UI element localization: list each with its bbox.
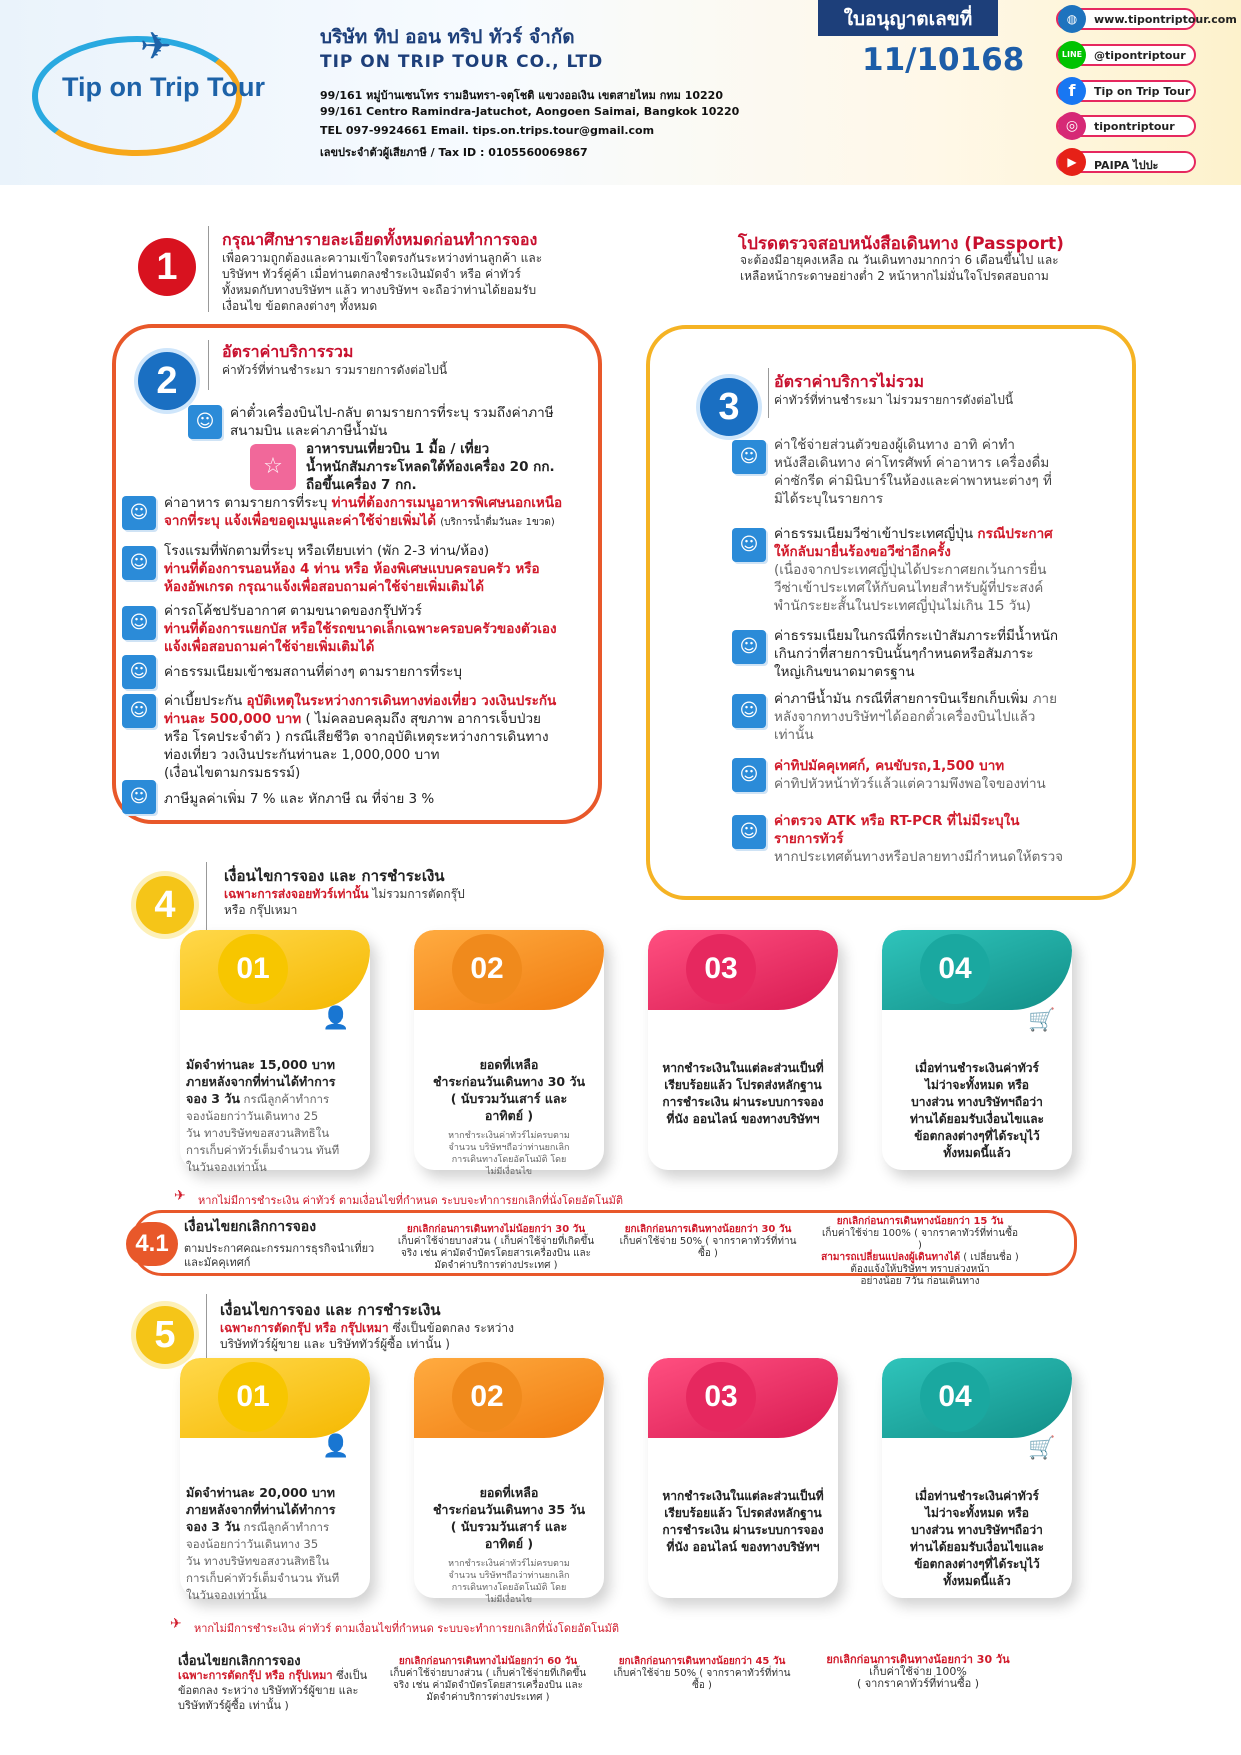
company-name-en: TIP ON TRIP TOUR CO., LTD	[320, 52, 604, 72]
section-4-number: 4	[136, 876, 194, 934]
card-number: 03	[686, 934, 756, 1004]
divider	[768, 368, 769, 418]
section-4-1-number: 4.1	[126, 1222, 178, 1266]
license-label: ใบอนุญาตเลขที่	[818, 0, 998, 36]
person-icon: ☺	[122, 546, 156, 580]
section-5-subtitle: เฉพาะการตัดกรุ๊ป หรือ กรุ๊ปเหมา ซึ่งเป็นข้อตกลง ระหว่าง บริษัททัวร์ผู้ขาย และ บริษัททัวร์ผู้ซื้อ เท่านั้น )	[220, 1321, 515, 1351]
card-03-text: หากชำระเงินในแต่ละส่วนเป็นที่ เรียบร้อยแล้ว โปรดส่งหลักฐาน การชำระเงิน ผ่านระบบการจอง ที่นัง ออนไลน์ ของทางบริษัทฯ	[662, 1061, 824, 1126]
section-5-note: หากไม่มีการชำระเงิน ค่าทัวร์ ตามเงื่อนไขที่กำหนด ระบบจะทำการยกเลิกที่นั่งโดยอัตโนมัติ	[194, 1622, 620, 1635]
social-line[interactable]: @tipontriptour	[1056, 44, 1196, 66]
social-instagram[interactable]: tipontriptour	[1056, 115, 1196, 137]
divider	[206, 862, 207, 936]
person-icon: ☺	[732, 694, 766, 728]
section-3-number: 3	[700, 378, 758, 436]
person-icon: ☺	[122, 655, 156, 689]
section-4-note: หากไม่มีการชำระเงิน ค่าทัวร์ ตามเงื่อนไขที่กำหนด ระบบจะทำการยกเลิกที่นั่งโดยอัตโนมัติ	[198, 1194, 624, 1207]
airplane-icon: ✈	[174, 1188, 186, 1204]
passport-body: จะต้องมีอายุคงเหลือ ณ วันเดินทางมากกว่า 6 เดือนขึ้นไป และ เหลือหน้ากระดาษอย่างต่ำ 2 หน้าหากไม่มั่นใจโปรดสอบถาม	[740, 253, 1059, 283]
person-icon: ☺	[122, 606, 156, 640]
card-01-text: มัดจำท่านละ 20,000 บาท ภายหลังจากที่ท่านได้ทำการ จอง 3 วัน กรณีลูกค้าทำการ จองน้อยกว่าวันเดินทาง 35 วัน ทางบริษัทขอสงวนสิทธิใน การเก็บค่าทัวร์เต็มจำนวน ทันที ในวันจองเท่านั้น	[186, 1485, 340, 1602]
social-youtube[interactable]: PAIPA ไปปะ	[1056, 151, 1196, 173]
card-04-text: เมื่อท่านชำระเงินค่าทัวร์ ไม่ว่าจะทั้งหมด หรือ บางส่วน ทางบริษัทฯถือว่า ท่านได้ยอมรับเงื่อนไขและ ข้อตกลงต่างๆที่ได้ระบุไว้ ทั้งหมดนี้แล้ว	[909, 1061, 1045, 1160]
divider	[208, 226, 209, 312]
excluded-item-fuel: ค่าภาษีน้ำมัน กรณีที่สายการบินเรียกเก็บเพิ่ม ภาย หลังจากทางบริษัทฯได้ออกตั๋วเครื่องบินไปแล้ว เท่านั้น	[774, 691, 1057, 743]
excluded-item-tips: ค่าทิปมัคคุเทศก์, คนขับรถ,1,500 บาท ค่าทิปหัวหน้าทัวร์แล้วแต่ความพึงพอใจของท่าน	[774, 758, 1046, 792]
card-04-text: เมื่อท่านชำระเงินค่าทัวร์ ไม่ว่าจะทั้งหมด หรือ บางส่วน ทางบริษัทฯถือว่า ท่านได้ยอมรับเงื่อนไขและ ข้อตกลงต่างๆที่ได้ระบุไว้ ทั้งหมดนี้แล้ว	[909, 1489, 1045, 1588]
card-number: 02	[452, 934, 522, 1004]
cancel-tier-2: ยกเลิกก่อนการเดินทางน้อยกว่า 30 วัน เก็บค่าใช้จ่าย 50% ( จากราคาทัวร์ที่ท่านซื้อ )	[619, 1224, 797, 1259]
address-en: 99/161 Centro Ramindra-Jatuchot, Aongoen Saimai, Bangkok 10220	[320, 105, 740, 118]
person-icon: ☺	[122, 694, 156, 728]
card-number: 04	[920, 934, 990, 1004]
person-icon: ☺	[732, 528, 766, 562]
section-5-cancel-subtitle: เฉพาะการตัดกรุ๊ป หรือ กรุ๊ปเหมา ซึ่งเป็น ข้อตกลง ระหว่าง บริษัททัวร์ผู้ขาย และ บริษัททัวร์ผู้ซื้อ เท่านั้น )	[178, 1669, 368, 1712]
company-name-th: บริษัท ทิป ออน ทริป ทัวร์ จำกัด	[320, 26, 575, 48]
card-number: 03	[686, 1362, 756, 1432]
excluded-item-visa: ค่าธรรมเนียมวีซ่าเข้าประเทศญี่ปุ่น กรณีประกาศ ให้กลับมายื่นร้องขอวีซ่าอีกครั้ง (เนื่องจากประเทศญี่ปุ่นได้ประกาศยกเว้นการยื่น วีซ่าเข้าประเทศให้กับคนไทยสำหรับผู้ที่ประสงค์ พำนักระยะสั้นในประเทศญี่ปุ่นไม่เกิน 15 วัน)	[774, 526, 1053, 614]
baggage-allowance: อาหารบนเที่ยวบิน 1 มื้อ / เที่ยว น้ำหนักสัมภาระโหลดใต้ท้องเครื่อง 20 กก. ถือขึ้นเครื่อง 7 กก.	[306, 441, 555, 493]
included-item-coach: ค่ารถโค้ชปรับอากาศ ตามขนาดของกรุ๊ปทัวร์ ท่านที่ต้องการแยกบัส หรือใช้รถขนาดเล็กเฉพาะครอบครัวของตัวเอง แจ้งเพื่อสอบถามค่าใช้จ่ายเพิ่มเติมได้	[164, 603, 557, 655]
included-item-insurance: ค่าเบี้ยประกัน อุบัติเหตุในระหว่างการเดินทางท่องเที่ยว วงเงินประกัน ท่านละ 500,000 บาท ( ไม่คลอบคลุมถึง สุขภาพ อาการเจ็บป่วย หรือ โรคประจำตัว ) กรณีเสียชีวิต จากอุบัติเหตุระหว่างการเดินทาง ท่องเที่ยว วงเงินประกันท่านละ 1,000,000 บาท (เงื่อนไขตามกรมธรรม์)	[164, 693, 557, 781]
cancel-tier-2: ยกเลิกก่อนการเดินทางน้อยกว่า 45 วัน เก็บค่าใช้จ่าย 50% ( จากราคาทัวร์ที่ท่านซื้อ )	[613, 1656, 791, 1691]
cart-icon: 🛒	[1028, 1008, 1056, 1033]
person-icon: 👤	[322, 1006, 350, 1031]
line-icon: LINE	[1058, 41, 1086, 69]
section-4-1-title: เงื่อนไขยกเลิกการจอง	[184, 1219, 317, 1235]
section-1-title: กรุณาศึกษารายละเอียดทั้งหมดก่อนทำการจอง	[222, 230, 538, 249]
section-4-1-subtitle: ตามประกาศคณะกรรมการธุรกิจนำเที่ยว และมัคคุเทศก์	[184, 1242, 375, 1269]
airplane-icon: ✈	[170, 1616, 182, 1632]
excluded-item-atk: ค่าตรวจ ATK หรือ RT-PCR ที่ไม่มีระบุใน รายการทัวร์ หากประเทศต้นทางหรือปลายทางมีกำหนดให้ตรวจ	[774, 813, 1064, 865]
card-number: 01	[218, 1362, 288, 1432]
facebook-icon: f	[1058, 77, 1086, 105]
instagram-icon: ◎	[1058, 112, 1086, 140]
card-number: 04	[920, 1362, 990, 1432]
globe-icon: ◍	[1058, 5, 1086, 33]
section-5-cancel-title: เงื่อนไขยกเลิกการจอง	[178, 1654, 301, 1669]
cancel-tier-1: ยกเลิกก่อนการเดินทางไม่น้อยกว่า 30 วัน เก็บค่าใช้จ่ายบางส่วน ( เก็บค่าใช้จ่ายที่เกิดขึ้น จริง เช่น ค่ามัดจำบัตรโดยสารเครื่องบิน และ มัดจำค่าบริการต่างประเทศ )	[397, 1224, 595, 1271]
included-item-admission: ค่าธรรมเนียมเข้าชมสถานที่ต่างๆ ตามรายการที่ระบุ	[164, 664, 462, 680]
person-icon: ☺	[122, 780, 156, 814]
person-icon: ☺	[188, 405, 222, 439]
cancel-tier-3: ยกเลิกก่อนการเดินทางน้อยกว่า 30 วัน เก็บค่าใช้จ่าย 100% ( จากราคาทัวร์ที่ท่านซื้อ )	[826, 1653, 1010, 1690]
card-number: 01	[218, 934, 288, 1004]
section-4-title: เงื่อนไขการจอง และ การชำระเงิน	[224, 867, 445, 885]
person-icon: ☺	[122, 496, 156, 530]
section-2-number: 2	[138, 352, 196, 410]
social-website[interactable]: www.tipontriptour.com	[1056, 8, 1196, 30]
card-number: 02	[452, 1362, 522, 1432]
passport-title: โปรดตรวจสอบหนังสือเดินทาง (Passport)	[738, 234, 1064, 254]
cancel-tier-3: ยกเลิกก่อนการเดินทางน้อยกว่า 15 วัน เก็บค่าใช้จ่าย 100% ( จากราคาทัวร์ที่ท่านซื้อ ) สามารถเปลี่ยนแปลงผู้เดินทางได้ ( เปลี่ยนชื่อ ) ต้องแจ้งให้บริษัทฯ ทราบล่วงหน้า อย่างน้อย 7วัน ก่อนเดินทาง	[821, 1216, 1019, 1287]
section-2-subtitle: ค่าทัวร์ที่ท่านชำระมา รวมรายการดังต่อไปนี้	[222, 363, 448, 377]
card-02-text: ยอดที่เหลือ ชำระก่อนวันเดินทาง 30 วัน ( นับรวมวันเสาร์ และ อาทิตย์ ) หากชำระเงินค่าทัวร์ไม่ครบตาม จำนวน บริษัทฯถือว่าท่านยกเลิก การเดินทางโดยอัตโนมัติ โดย ไม่มีเงื่อนไข	[432, 1057, 586, 1177]
section-4-subtitle: เฉพาะการส่งจอยทัวร์เท่านั้น ไม่รวมการตัดกรุ๊ป หรือ กรุ๊ปเหมา	[224, 887, 465, 917]
section-5-number: 5	[136, 1306, 194, 1364]
address-th: 99/161 หมู่บ้านเซนโทร รามอินทรา-จตุโชติ แขวงออเงิน เขตสายไหม กทม 10220	[320, 89, 723, 102]
person-icon: ☺	[732, 758, 766, 792]
logo: Tip on Trip Tour	[62, 72, 265, 102]
section-2-title: อัตราค่าบริการรวม	[222, 342, 354, 361]
youtube-icon: ▶	[1058, 148, 1086, 176]
excluded-item-personal: ค่าใช้จ่ายส่วนตัวของผู้เดินทาง อาทิ ค่าทำ หนังสือเดินทาง ค่าโทรศัพท์ ค่าอาหาร เครื่องดื่ม ค่าซักรีด ค่ามินิบาร์ในห้องและค่าพาหนะต่างๆ ที่ มิได้ระบุในรายการ	[774, 437, 1052, 507]
divider	[206, 1294, 207, 1360]
social-facebook[interactable]: Tip on Trip Tour	[1056, 80, 1196, 102]
cart-icon: 🛒	[1028, 1436, 1056, 1461]
person-icon: ☺	[732, 630, 766, 664]
divider	[208, 340, 209, 390]
luggage-icon: ☆	[250, 444, 296, 490]
included-item-meals: ค่าอาหาร ตามรายการที่ระบุ ท่านที่ต้องการเมนูอาหารพิเศษนอกเหนือ จากที่ระบุ แจ้งเพื่อขอดูเมนูและค่าใช้จ่ายเพิ่มได้ (บริการน้ำดื่มวันละ 1ขวด)	[164, 495, 563, 529]
person-icon: ☺	[732, 815, 766, 849]
contact-line: TEL 097-9924661 Email. tips.on.trips.tour@gmail.com	[320, 124, 655, 137]
section-5-title: เงื่อนไขการจอง และ การชำระเงิน	[220, 1301, 441, 1319]
section-1-body: เพื่อความถูกต้องและความเข้าใจตรงกันระหว่างท่านลูกค้า และ บริษัทฯ ทัวร์คู่ค้า เมื่อท่านตกลงชำระเงินมัดจำ หรือ ค่าทัวร์ ทั้งหมดกับทางบริษัทฯ แล้ว ทางบริษัทฯ จะถือว่าท่านได้ยอมรับ เงื่อนไข ข้อตกลงต่างๆ ทั้งหมด	[222, 251, 543, 313]
section-3-title: อัตราค่าบริการไม่รวม	[774, 372, 924, 391]
card-01-text: มัดจำท่านละ 15,000 บาท ภายหลังจากที่ท่านได้ทำการ จอง 3 วัน กรณีลูกค้าทำการ จองน้อยกว่าวันเดินทาง 25 วัน ทางบริษัทขอสงวนสิทธิใน การเก็บค่าทัวร์เต็มจำนวน ทันที ในวันจองเท่านั้น	[186, 1057, 340, 1174]
license-number: 11/10168	[862, 42, 1025, 78]
section-1-number: 1	[138, 238, 196, 296]
person-icon: ☺	[732, 440, 766, 474]
card-02-text: ยอดที่เหลือ ชำระก่อนวันเดินทาง 35 วัน ( นับรวมวันเสาร์ และ อาทิตย์ ) หากชำระเงินค่าทัวร์ไม่ครบตาม จำนวน บริษัทฯถือว่าท่านยกเลิก การเดินทางโดยอัตโนมัติ โดย ไม่มีเงื่อนไข	[432, 1485, 586, 1605]
included-item-flight: ค่าตั๋วเครื่องบินไป-กลับ ตามรายการที่ระบุ รวมถึงค่าภาษี สนามบิน และค่าภาษีน้ำมัน	[230, 405, 554, 439]
cancel-tier-1: ยกเลิกก่อนการเดินทางไม่น้อยกว่า 60 วัน เก็บค่าใช้จ่ายบางส่วน ( เก็บค่าใช้จ่ายที่เกิดขึ้น จริง เช่น ค่ามัดจำบัตรโดยสารเครื่องบิน และ มัดจำค่าบริการต่างประเทศ )	[389, 1656, 587, 1703]
person-icon: 👤	[322, 1434, 350, 1459]
included-item-tax: ภาษีมูลค่าเพิ่ม 7 % และ หักภาษี ณ ที่จ่าย 3 %	[164, 791, 435, 807]
airplane-icon: ✈	[140, 24, 172, 68]
card-03-text: หากชำระเงินในแต่ละส่วนเป็นที่ เรียบร้อยแล้ว โปรดส่งหลักฐาน การชำระเงิน ผ่านระบบการจอง ที่นัง ออนไลน์ ของทางบริษัทฯ	[662, 1489, 824, 1554]
included-item-hotel: โรงแรมที่พักตามที่ระบุ หรือเทียบเท่า (พัก 2-3 ท่าน/ห้อง) ท่านที่ต้องการนอนห้อง 4 ท่าน หรือ ห้องพิเศษแบบครอบครัว หรือ ห้องอัพเกรด กรุณาแจ้งเพื่อสอบถามค่าใช้จ่ายเพิ่มเติมได้	[164, 543, 540, 595]
excluded-item-baggage: ค่าธรรมเนียมในกรณีที่กระเป๋าสัมภาระที่มีน้ำหนัก เกินกว่าที่สายการบินนั้นๆกำหนดหรือสัมภาระ ใหญ่เกินขนาดมาตรฐาน	[774, 628, 1059, 680]
section-3-subtitle: ค่าทัวร์ที่ท่านชำระมา ไม่รวมรายการดังต่อไปนี้	[774, 393, 1014, 407]
tax-id: เลขประจำตัวผู้เสียภาษี / Tax ID : 0105560069867	[320, 146, 588, 159]
